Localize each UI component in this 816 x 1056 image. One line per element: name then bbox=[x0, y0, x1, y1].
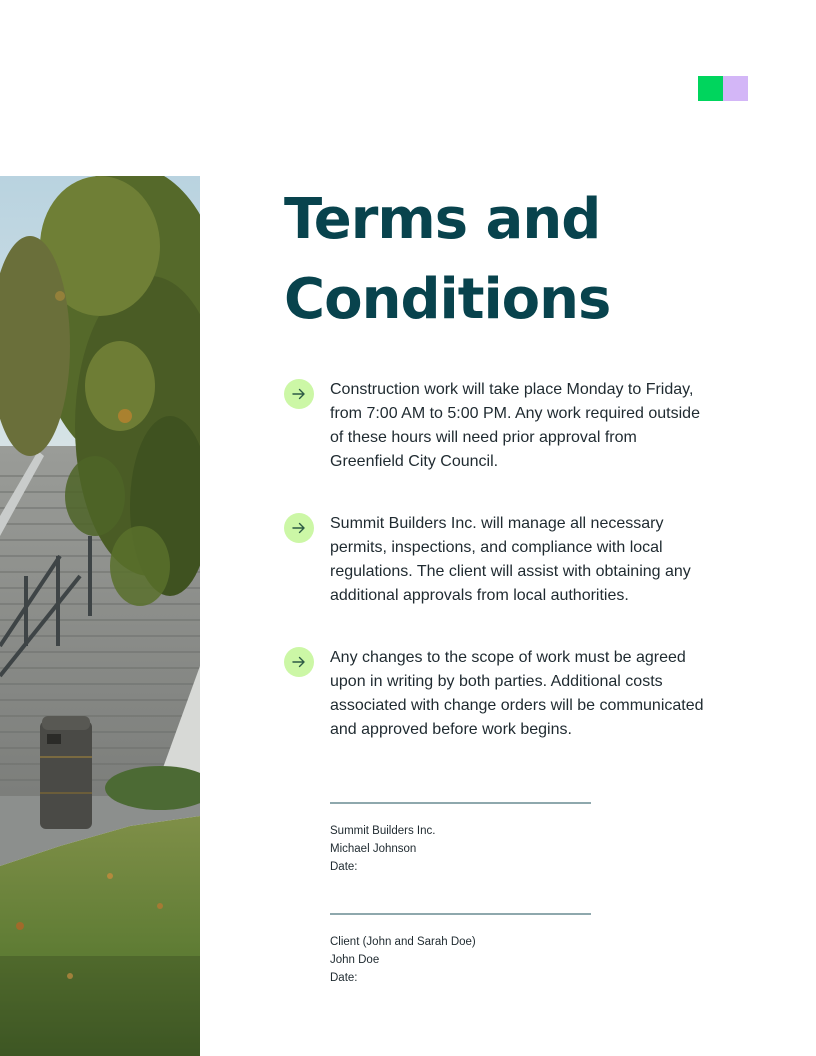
page-title bbox=[284, 180, 610, 340]
page-title-line-1: Terms and bbox=[284, 187, 601, 252]
arrow-right-icon bbox=[284, 379, 314, 409]
signature-name: John Doe bbox=[330, 954, 380, 966]
signature-name: Michael Johnson bbox=[330, 843, 417, 855]
arrow-right-icon bbox=[284, 647, 314, 677]
term-item bbox=[284, 646, 724, 742]
signature-date-label: Date: bbox=[330, 861, 358, 873]
signature-line bbox=[330, 913, 591, 915]
signature-info bbox=[330, 933, 590, 987]
signature-line bbox=[330, 802, 591, 804]
term-item bbox=[284, 378, 724, 474]
term-text: Summit Builders Inc. will manage all necessary permits, inspections, and compliance with local regulations. The client will assist with obtaining any additional approvals from local authorities. bbox=[330, 515, 691, 604]
green-square bbox=[698, 76, 723, 101]
term-text: Construction work will take place Monday to Friday, from 7:00 AM to 5:00 PM. Any work required outside of these hours will need prior approval from Greenfield City Council. bbox=[330, 381, 700, 470]
signature-info bbox=[330, 822, 590, 876]
signature-block-client bbox=[330, 913, 590, 987]
signature-date-label: Date: bbox=[330, 972, 358, 984]
signature-block-contractor bbox=[330, 802, 590, 876]
signature-party: Client (John and Sarah Doe) bbox=[330, 936, 476, 948]
term-item bbox=[284, 512, 724, 608]
arrow-right-icon bbox=[284, 513, 314, 543]
purple-square bbox=[723, 76, 748, 101]
park-stairs-photo bbox=[0, 176, 200, 1056]
decorative-squares bbox=[698, 76, 748, 101]
signature-party: Summit Builders Inc. bbox=[330, 825, 436, 837]
terms-list bbox=[284, 378, 724, 780]
term-text: Any changes to the scope of work must be agreed upon in writing by both parties. Additional costs associated with change orders will be communicated and approved before work begins. bbox=[330, 649, 704, 738]
page-title-line-2: Conditions bbox=[284, 267, 611, 332]
